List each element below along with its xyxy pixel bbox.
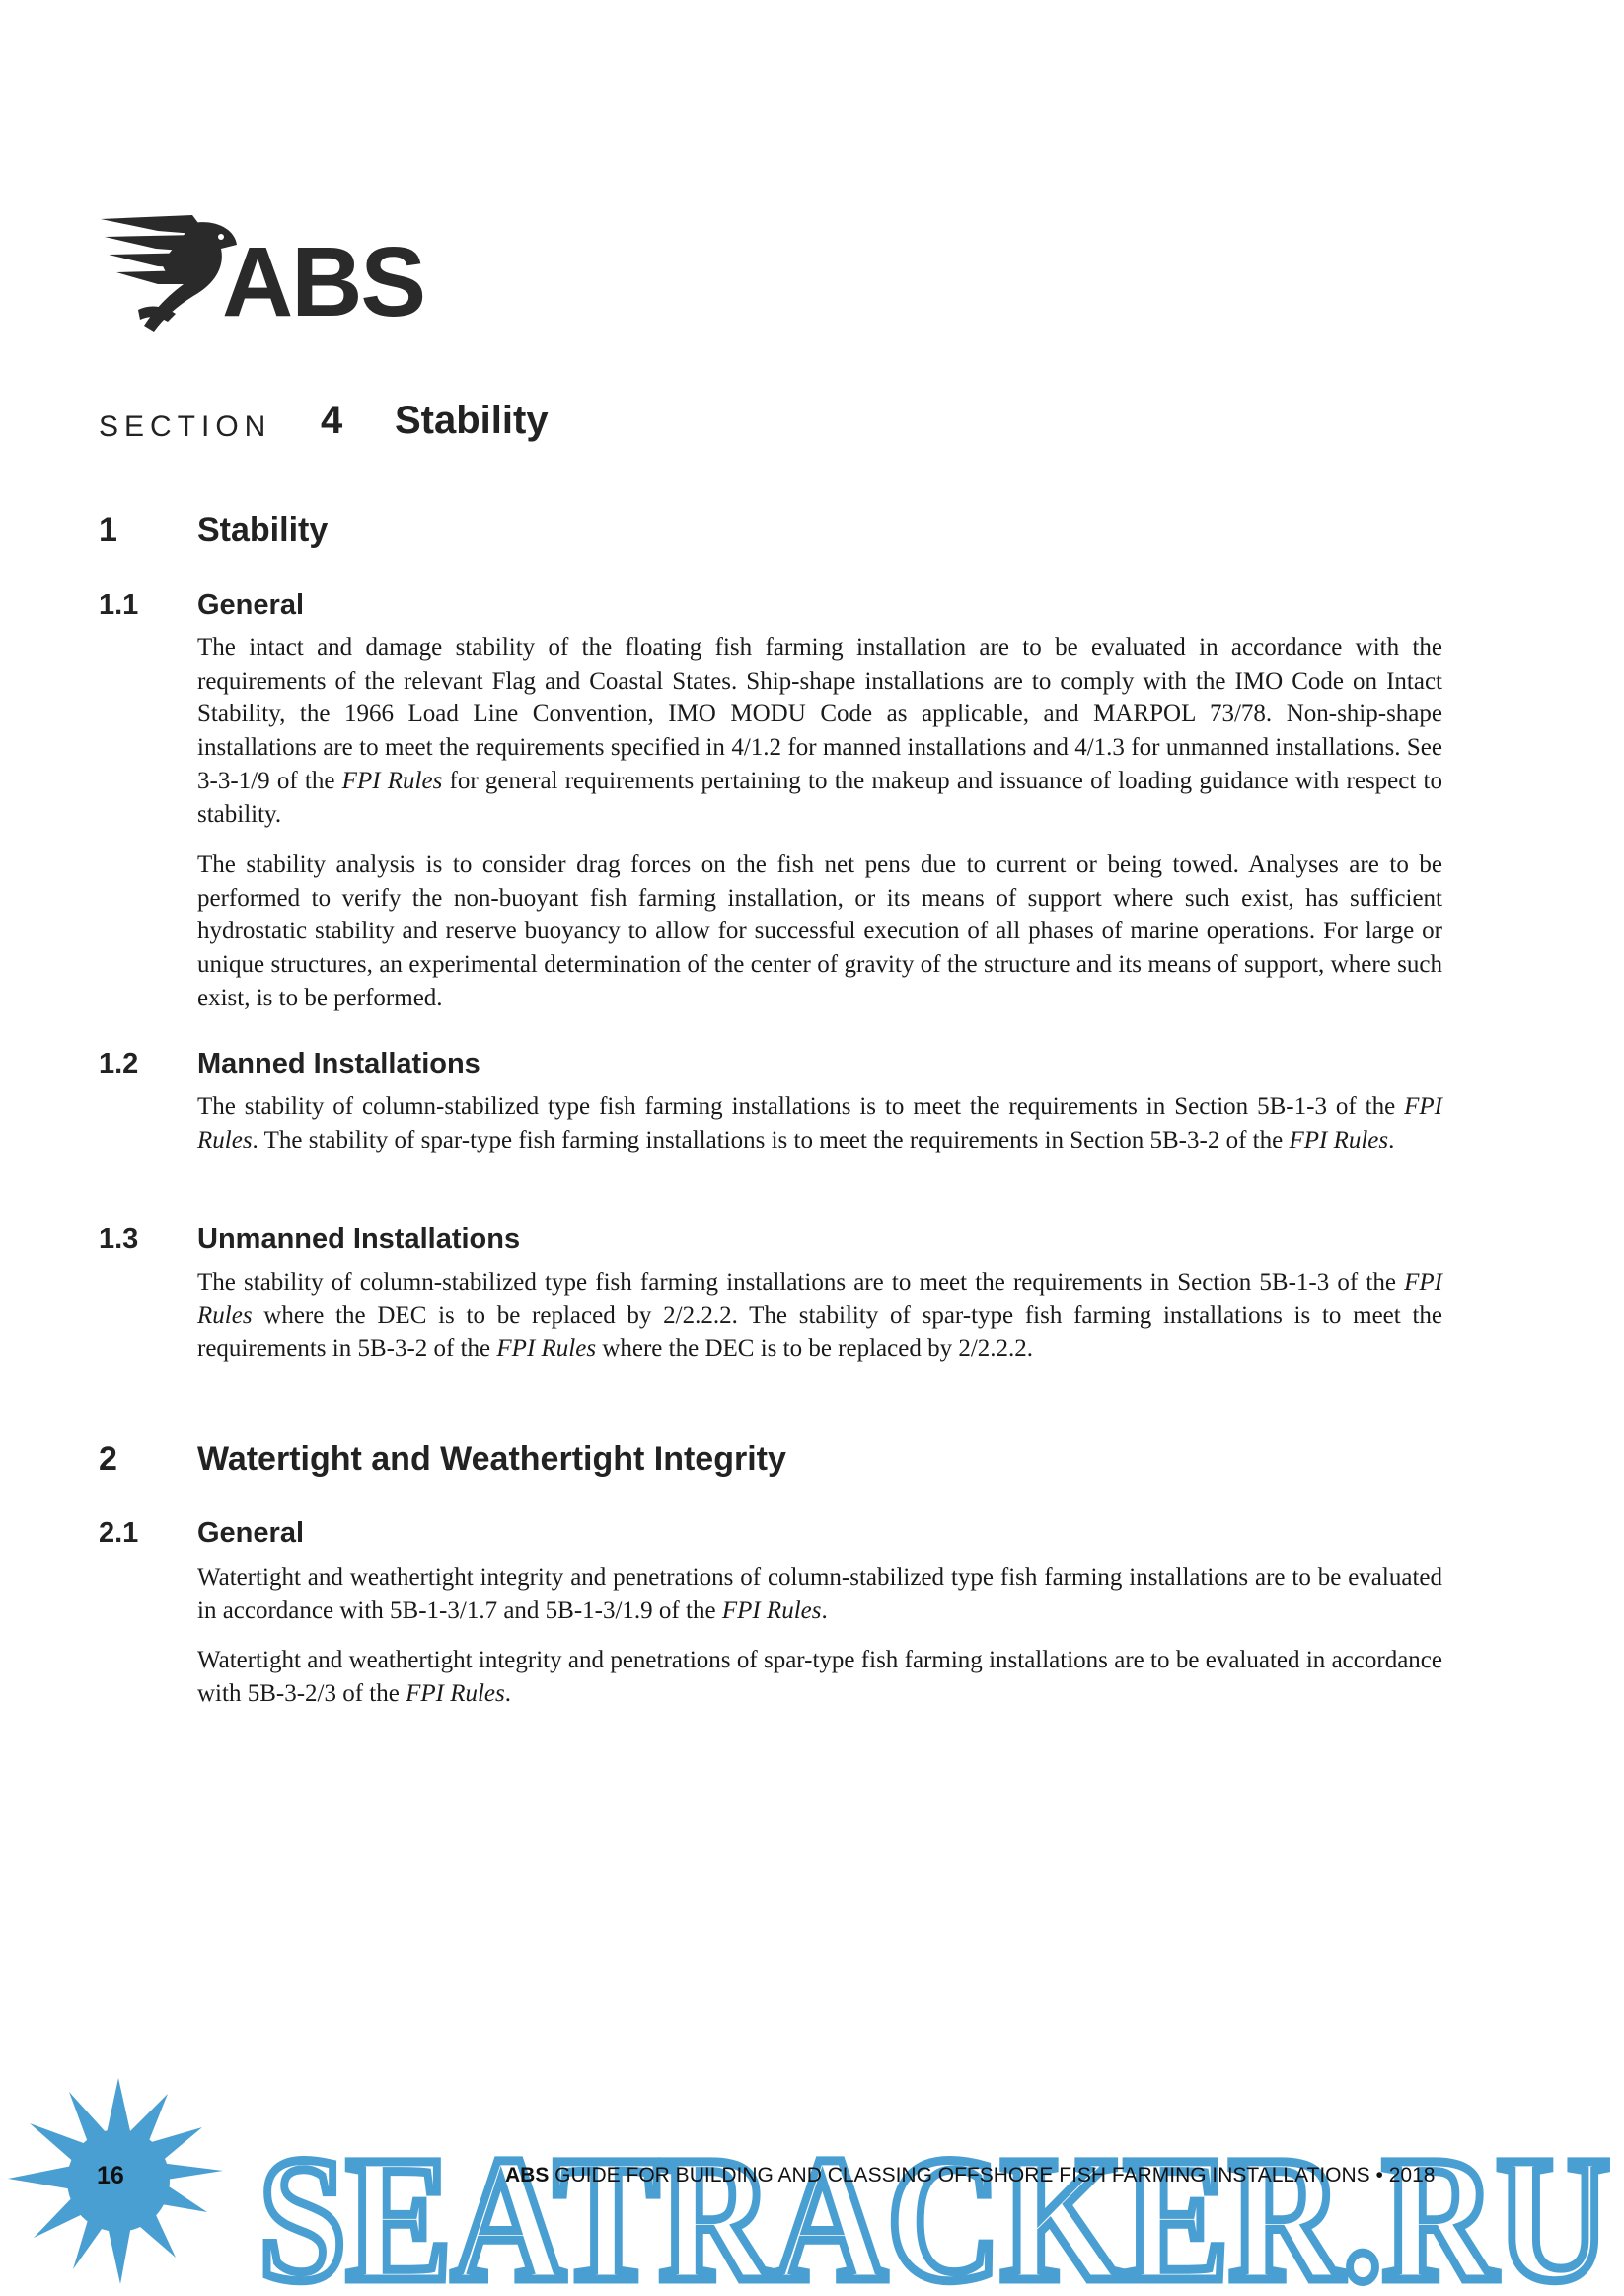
heading-number: 1.1 (99, 589, 139, 621)
heading-title: General (197, 589, 304, 621)
heading-title: Unmanned Installations (197, 1223, 521, 1255)
heading-number: 2.1 (99, 1518, 139, 1549)
section-label: SECTION (99, 410, 272, 443)
paragraph-2-1-a: Watertight and weathertight integrity and penetrations of column-stabilized type fish farming installations are to be evaluated in accordance with 5B-1-3/1.7 and 5B-1-3/1.9 of the FPI Rules. (197, 1564, 1442, 1624)
heading-number: 2 (99, 1441, 117, 1478)
heading-title: Watertight and Weathertight Integrity (197, 1441, 786, 1478)
heading-title: Stability (197, 511, 329, 549)
paragraph-1-1-a: The intact and damage stability of the floating fish farming installation are to be evaluated in accordance with the requirements of the relevant Flag and Coastal States. Ship-shape installations are to comply with the IMO Code on Intact Stability, the 1966 Load Line Convention, IMO MODU Code as applicable, and MARPOL 73/78. Non-ship-shape installations are to meet the requirements specified in 4/1.2 for manned installations and 4/1.3 for unmanned installations. See 3-3-1/9 of the FPI Rules for general requirements pertaining to the makeup and issuance of loading guidance with respect to stability. (197, 634, 1442, 828)
section-number: 4 (321, 399, 343, 442)
heading-title: Manned Installations (197, 1048, 480, 1079)
logo-wordmark: ABS (222, 227, 425, 337)
paragraph-2-1-b: Watertight and weathertight integrity and penetrations of spar-type fish farming installations are to be evaluated in accordance with 5B-3-2/3 of the FPI Rules. (197, 1647, 1442, 1707)
paragraph-1-2: The stability of column-stabilized type fish farming installations is to meet the requirements in Section 5B-1-3 of the FPI Rules. The stability of spar-type fish farming installations is to meet the requirements in Section 5B-3-2 of the FPI Rules. (197, 1093, 1442, 1153)
footer-title: ABS GUIDE FOR BUILDING AND CLASSING OFFSHORE FISH FARMING INSTALLATIONS • 2018 (505, 2164, 1436, 2186)
heading-number: 1.2 (99, 1048, 139, 1079)
paragraph-1-3: The stability of column-stabilized type fish farming installations are to meet the requirements in Section 5B-1-3 of the FPI Rules where the DEC is to be replaced by 2/2.2.2. The stability of spar-type fish farming installations is to meet the requirements in 5B-3-2 of the FPI Rules where the DEC is to be replaced by 2/2.2.2. (197, 1269, 1442, 1363)
heading-number: 1 (99, 511, 117, 549)
section-title: Stability (395, 399, 549, 442)
page-number: 16 (97, 2162, 124, 2189)
abs-logo (99, 215, 439, 343)
watermark-text: SEATRACKER.RU (258, 2120, 1610, 2296)
heading-title: General (197, 1518, 304, 1549)
paragraph-1-1-b: The stability analysis is to consider drag forces on the fish net pens due to current or being towed. Analyses are to be performed to verify the non-buoyant fish farming installation, or its means of support where such exist, has sufficient hydrostatic stability and reserve buoyancy to allow for successful execution of all phases of marine operations. For large or unique structures, an experimental determination of the center of gravity of the structure and its means of support, where such exist, is to be performed. (197, 852, 1442, 1011)
heading-number: 1.3 (99, 1223, 139, 1255)
